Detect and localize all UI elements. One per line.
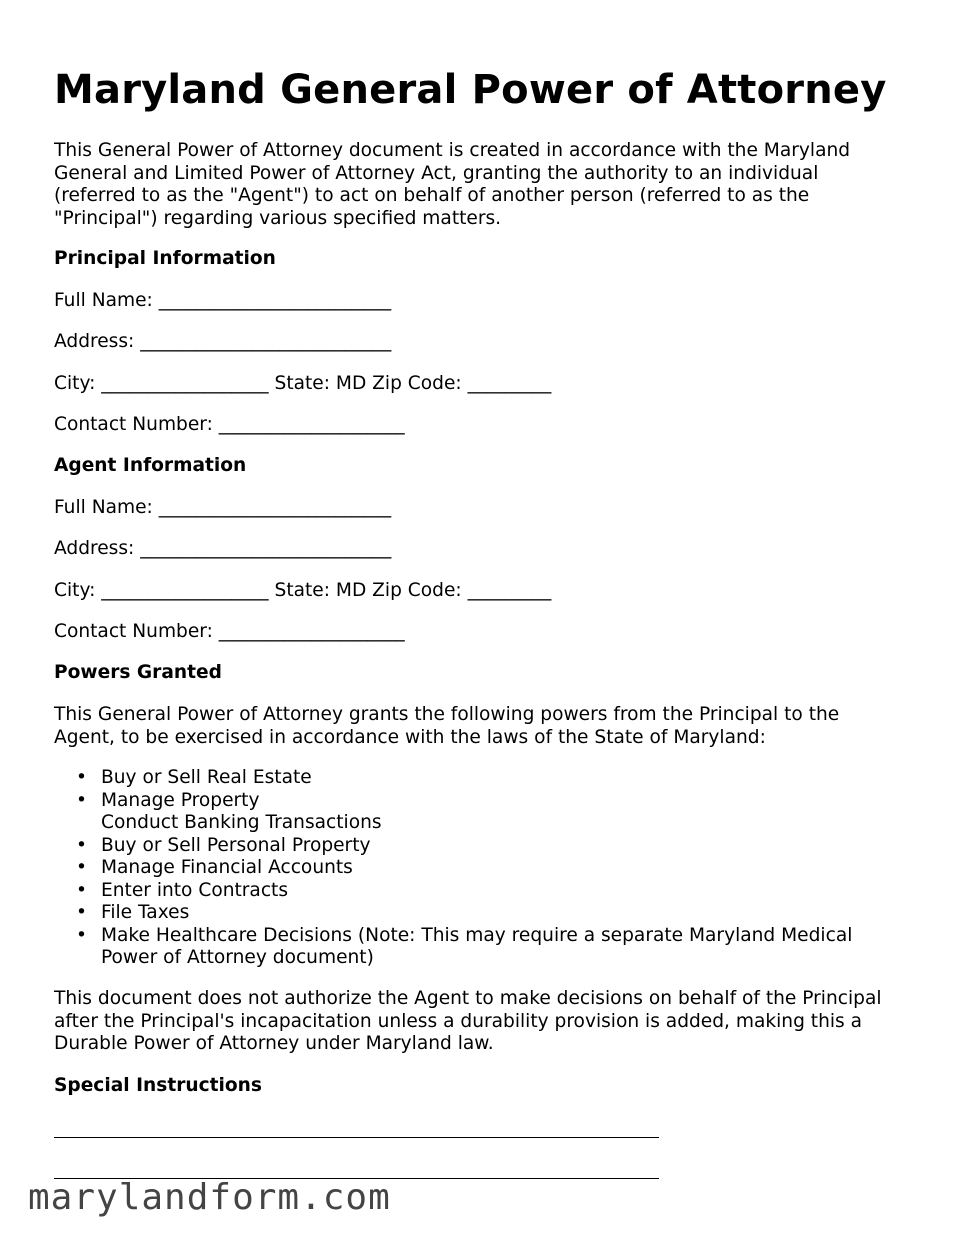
powers-heading: Powers Granted — [54, 662, 222, 683]
list-item-text: Buy or Sell Real Estate — [101, 767, 312, 788]
agent-contact-number-field[interactable]: Contact Number: ____________________ — [54, 621, 405, 642]
intro-line-4: "Principal") regarding various specified matters. — [54, 207, 502, 229]
agent-city-state-zip-field[interactable]: City: __________________ State: MD Zip Code: _________ — [54, 580, 552, 601]
bullet-icon: • — [76, 879, 87, 901]
list-item-text: Manage Financial Accounts — [101, 857, 353, 878]
principal-heading: Principal Information — [54, 248, 276, 269]
list-item — [54, 767, 852, 790]
list-item-text: Make Healthcare Decisions (Note: This may require a separate Maryland Medical — [101, 924, 853, 946]
list-item — [54, 947, 852, 970]
powers-list — [54, 767, 852, 970]
powers-intro-line-1: This General Power of Attorney grants the following powers from the Principal to the — [54, 704, 840, 725]
intro-line-3: (referred to as the "Agent") to act on behalf of another person (referred to as the — [54, 185, 810, 206]
agent-address-field[interactable]: Address: ___________________________ — [54, 538, 392, 559]
principal-full-name-field[interactable]: Full Name: _________________________ — [54, 290, 392, 311]
list-item — [54, 925, 852, 948]
list-item-text: File Taxes — [101, 902, 190, 923]
durability-line-2: after the Principal's incapacitation unless a durability provision is added, making this a — [54, 1010, 863, 1032]
principal-address-field[interactable]: Address: ___________________________ — [54, 331, 392, 352]
list-item — [54, 790, 852, 813]
list-item — [54, 902, 852, 925]
intro-line-1: This General Power of Attorney document is created in accordance with the Maryland — [54, 140, 851, 161]
list-item-text: Conduct Banking Transactions — [101, 812, 382, 833]
principal-city-state-zip-field[interactable]: City: __________________ State: MD Zip Code: _________ — [54, 373, 552, 394]
special-instructions-heading: Special Instructions — [54, 1075, 262, 1096]
watermark: marylandform.com — [28, 1177, 391, 1218]
bullet-icon: • — [76, 834, 87, 856]
list-item — [54, 880, 852, 903]
document-title: Maryland General Power of Attorney — [54, 67, 887, 113]
durability-line-1: This document does not authorize the Agent to make decisions on behalf of the Principal — [54, 988, 882, 1009]
list-item — [54, 857, 852, 880]
bullet-icon: • — [76, 857, 87, 878]
list-item — [54, 835, 852, 858]
list-item-text: Enter into Contracts — [101, 879, 289, 901]
list-item-text: Buy or Sell Personal Property — [101, 834, 371, 856]
powers-intro-line-2: Agent, to be exercised in accordance with the laws of the State of Maryland: — [54, 726, 766, 748]
special-instructions-line-1[interactable] — [54, 1137, 659, 1138]
intro-line-2: General and Limited Power of Attorney Act, granting the authority to an individual — [54, 162, 819, 184]
principal-contact-number-field[interactable]: Contact Number: ____________________ — [54, 414, 405, 435]
list-item-text: Power of Attorney document) — [101, 947, 374, 968]
list-item — [54, 812, 852, 835]
agent-full-name-field[interactable]: Full Name: _________________________ — [54, 497, 392, 518]
bullet-icon: • — [76, 924, 87, 946]
bullet-icon: • — [76, 767, 87, 788]
agent-heading: Agent Information — [54, 455, 247, 476]
list-item-text: Manage Property — [101, 789, 260, 811]
bullet-icon: • — [76, 789, 87, 811]
bullet-icon: • — [76, 902, 87, 923]
durability-line-3: Durable Power of Attorney under Maryland law. — [54, 1033, 494, 1054]
